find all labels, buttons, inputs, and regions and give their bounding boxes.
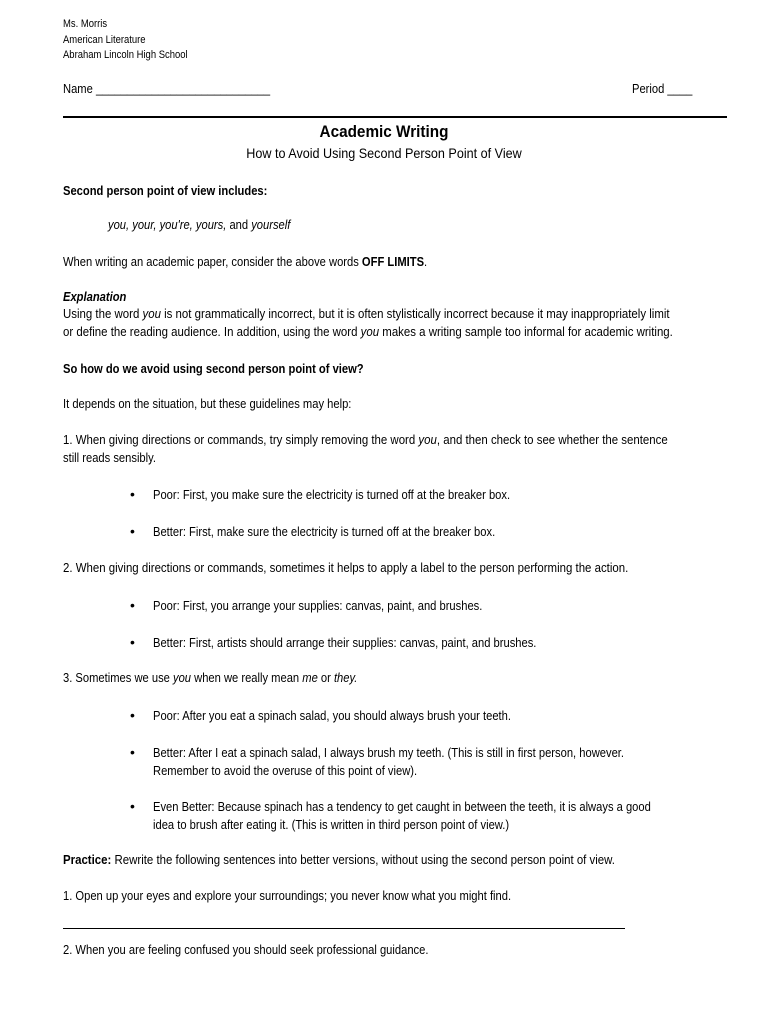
guideline1-you: you [418, 432, 437, 447]
guideline3-better-line2: Remember to avoid the overuse of this point of view). [153, 763, 418, 778]
guideline3-you: you [172, 670, 192, 685]
guideline1-pre: 1. When giving directions or commands, try simply removing the word [63, 432, 419, 447]
bullet-icon: • [130, 744, 135, 760]
words-italic: you, your, you're, yours, [108, 217, 227, 232]
words-last: yourself [251, 217, 291, 232]
guideline2-text: 2. When giving directions or commands, sometimes it helps to apply a label to the person performing the action. [63, 560, 629, 575]
guideline3-mid: when we really mean [191, 670, 303, 685]
off-limits-pre: When writing an academic paper, consider the above words [63, 254, 362, 269]
guideline3-or: or [317, 670, 334, 685]
page-title: Academic Writing [319, 122, 449, 141]
explanation-line2-you: you [360, 324, 380, 339]
explanation-line1-pre: Using the word [63, 306, 143, 321]
explanation-heading: Explanation [63, 289, 127, 304]
practice-item2: 2. When you are feeling confused you should seek professional guidance. [63, 942, 429, 957]
guideline1-post: , and then check to see whether the sentence [436, 432, 668, 447]
bullet-icon: • [130, 707, 135, 723]
explanation-line2-pre: or define the reading audience. In addition, using the word [63, 324, 361, 339]
practice-instructions [63, 852, 615, 867]
off-limits-bold: OFF LIMITS [361, 254, 425, 269]
guideline1-better: Better: First, make sure the electricity is turned off at the breaker box. [153, 524, 496, 539]
explanation-line1-you: you [142, 306, 161, 321]
guideline1-line2: still reads sensibly. [63, 450, 157, 465]
section2-heading: So how do we avoid using second person point of view? [63, 361, 364, 376]
period-blank[interactable]: ____ [667, 81, 693, 96]
practice-label: Practice: [63, 852, 112, 867]
second-person-words [108, 217, 290, 232]
page-subtitle: How to Avoid Using Second Person Point of View [246, 145, 522, 161]
guideline3-poor: Poor: After you eat a spinach salad, you should always brush your teeth. [153, 708, 511, 723]
practice-text: Rewrite the following sentences into better versions, without using the second person point of view. [111, 852, 615, 867]
bullet-icon: • [130, 798, 135, 814]
name-label: Name [63, 81, 93, 96]
answer-line[interactable] [63, 928, 625, 929]
explanation-line1 [63, 306, 670, 321]
period-label: Period [632, 81, 665, 96]
words-and: and [226, 217, 252, 232]
practice-item1: 1. Open up your eyes and explore your surroundings; you never know what you might find. [63, 888, 512, 903]
section2-intro: It depends on the situation, but these guidelines may help: [63, 396, 352, 411]
bullet-icon: • [130, 597, 135, 613]
name-blank[interactable]: ____________________________ [95, 81, 271, 96]
guideline1-line1 [63, 432, 668, 447]
name-field[interactable] [63, 81, 270, 96]
guideline1-poor: Poor: First, you make sure the electricity is turned off at the breaker box. [153, 487, 511, 502]
explanation-line2 [63, 324, 673, 339]
guideline3-pre: 3. Sometimes we use [63, 670, 173, 685]
guideline3-even-better-line1: Even Better: Because spinach has a tendency to get caught in between the teeth, it is always a good [153, 799, 651, 814]
header-divider [63, 116, 727, 118]
teacher-name: Ms. Morris [63, 18, 108, 30]
guideline2-poor: Poor: First, you arrange your supplies: canvas, paint, and brushes. [153, 598, 483, 613]
course-name: American Literature [63, 34, 146, 46]
section1-heading: Second person point of view includes: [63, 183, 268, 198]
guideline3-even-better-line2: idea to brush after eating it. (This is written in third person point of view.) [153, 817, 510, 832]
guideline2-better: Better: First, artists should arrange their supplies: canvas, paint, and brushes. [153, 635, 537, 650]
off-limits-sentence [63, 254, 427, 269]
bullet-icon: • [130, 523, 135, 539]
school-name: Abraham Lincoln High School [63, 49, 188, 61]
explanation-line2-post: makes a writing sample too informal for academic writing. [379, 324, 673, 339]
period-field[interactable] [632, 81, 692, 96]
guideline3-they: they. [333, 670, 358, 685]
guideline3-text [63, 670, 357, 685]
guideline3-better-line1: Better: After I eat a spinach salad, I always brush my teeth. (This is still in first person, however. [153, 745, 625, 760]
explanation-line1-post: is not grammatically incorrect, but it is often stylistically incorrect because it may inappropriately limit [160, 306, 670, 321]
guideline3-me: me [302, 670, 318, 685]
bullet-icon: • [130, 634, 135, 650]
off-limits-post: . [424, 254, 428, 269]
bullet-icon: • [130, 486, 135, 502]
